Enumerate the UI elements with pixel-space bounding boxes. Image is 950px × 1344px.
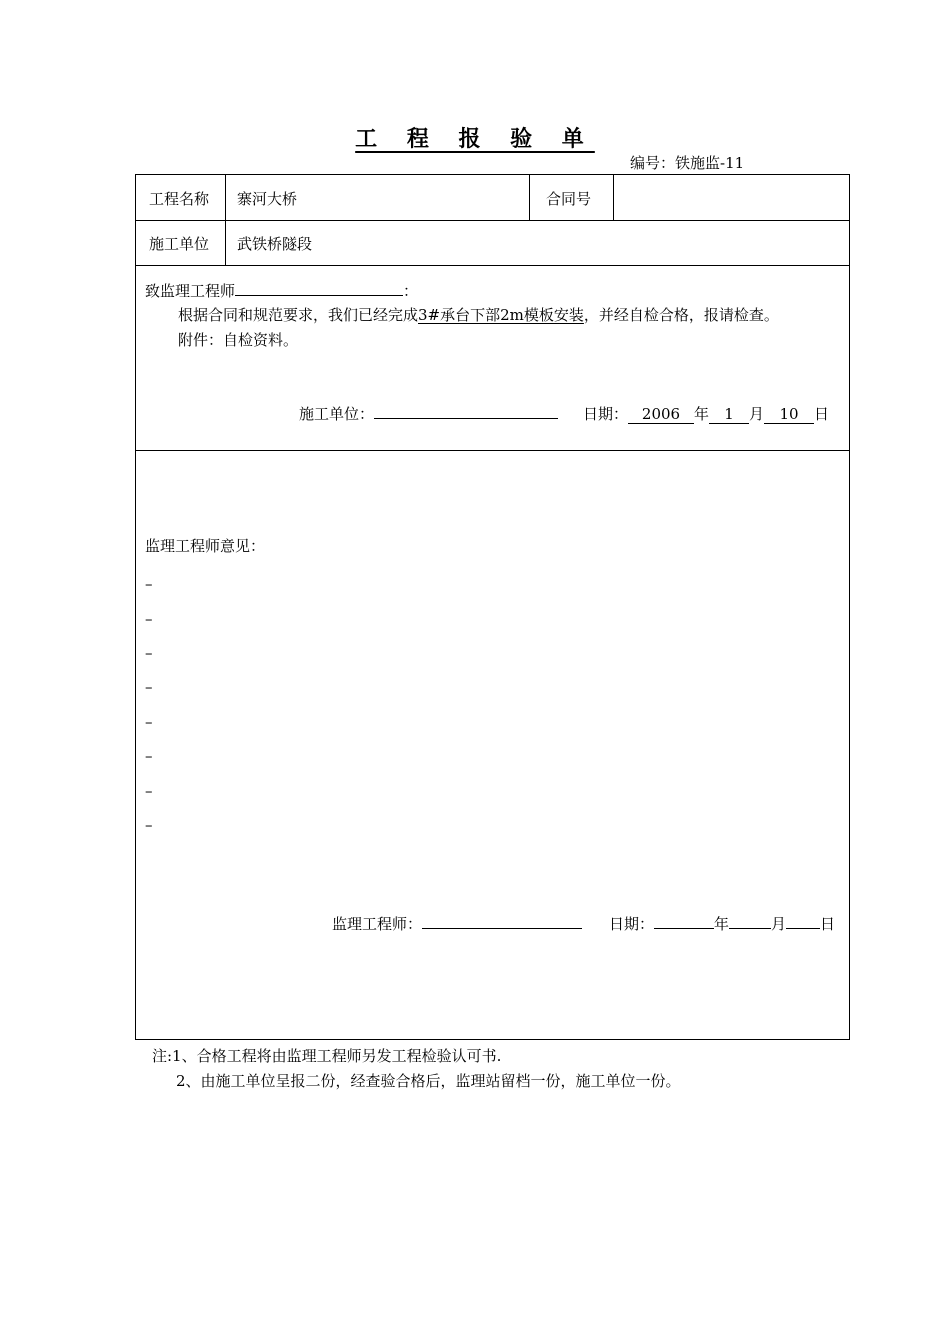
opinion-line[interactable]: – xyxy=(145,816,153,834)
opinion-line[interactable]: – xyxy=(145,713,153,731)
attachment-line: 附件：自检资料。 xyxy=(178,331,299,349)
row-divider xyxy=(136,220,849,221)
contractor-value[interactable]: 武铁桥隧段 xyxy=(237,235,313,253)
engineer-signature-blank[interactable] xyxy=(422,928,582,929)
addressee-line xyxy=(145,280,418,301)
contractor-signature-blank[interactable] xyxy=(374,418,558,419)
date-year[interactable]: 2006 xyxy=(628,406,694,424)
date-label: 日期： xyxy=(609,915,655,933)
body-suffix: ，并经自检合格，报请检查。 xyxy=(583,306,779,324)
form-title: 工 程 报 验 单 xyxy=(355,126,595,152)
month-unit: 月 xyxy=(771,915,787,933)
engineer-sign-line xyxy=(332,913,582,934)
row-divider xyxy=(136,265,849,266)
review-month-blank[interactable] xyxy=(729,928,771,929)
body-prefix: 根据合同和规范要求，我们已经完成 xyxy=(178,306,419,324)
year-unit: 年 xyxy=(694,405,710,423)
opinion-line[interactable]: – xyxy=(145,610,153,628)
date-label: 日期： xyxy=(583,405,629,423)
note-line-1: 注:1、合格工程将由监理工程师另发工程检验认可书. xyxy=(152,1047,502,1065)
inspection-form xyxy=(135,174,850,1040)
completed-work[interactable]: 3#承台下部2m模板安装 xyxy=(418,306,584,324)
engineer-opinion-label: 监理工程师意见： xyxy=(145,537,266,555)
opinion-line[interactable]: – xyxy=(145,644,153,662)
date-day[interactable]: 10 xyxy=(764,406,814,424)
opinion-line[interactable]: – xyxy=(145,782,153,800)
review-day-blank[interactable] xyxy=(786,928,820,929)
month-unit: 月 xyxy=(749,405,765,423)
year-unit: 年 xyxy=(714,915,730,933)
project-name-value[interactable]: 寨河大桥 xyxy=(237,190,298,208)
day-unit: 日 xyxy=(814,405,830,423)
contract-no-label: 合同号 xyxy=(546,190,592,208)
day-unit: 日 xyxy=(820,915,836,933)
contractor-label: 施工单位 xyxy=(149,235,210,253)
engineer-name-blank[interactable] xyxy=(235,295,403,296)
engineer-sign-label: 监理工程师： xyxy=(332,915,423,933)
document-number: 编号：铁施监-11 xyxy=(630,154,745,172)
opinion-line[interactable]: – xyxy=(145,678,153,696)
application-body xyxy=(178,304,779,325)
column-divider xyxy=(529,175,530,220)
review-year-blank[interactable] xyxy=(654,928,714,929)
note-line-2: 2、由施工单位呈报二份，经查验合格后，监理站留档一份，施工单位一份。 xyxy=(176,1072,681,1090)
column-divider xyxy=(225,175,226,265)
addressee-colon: ： xyxy=(403,282,419,300)
contractor-sign-line xyxy=(299,403,558,424)
addressee-label: 致监理工程师 xyxy=(145,282,236,300)
section-divider xyxy=(136,450,849,451)
date-month[interactable]: 1 xyxy=(709,406,749,424)
column-divider xyxy=(613,175,614,220)
review-date xyxy=(609,913,835,934)
contractor-sign-label: 施工单位： xyxy=(299,405,375,423)
opinion-line[interactable]: – xyxy=(145,747,153,765)
application-date xyxy=(583,403,829,424)
opinion-line[interactable]: – xyxy=(145,575,153,593)
project-name-label: 工程名称 xyxy=(149,190,210,208)
